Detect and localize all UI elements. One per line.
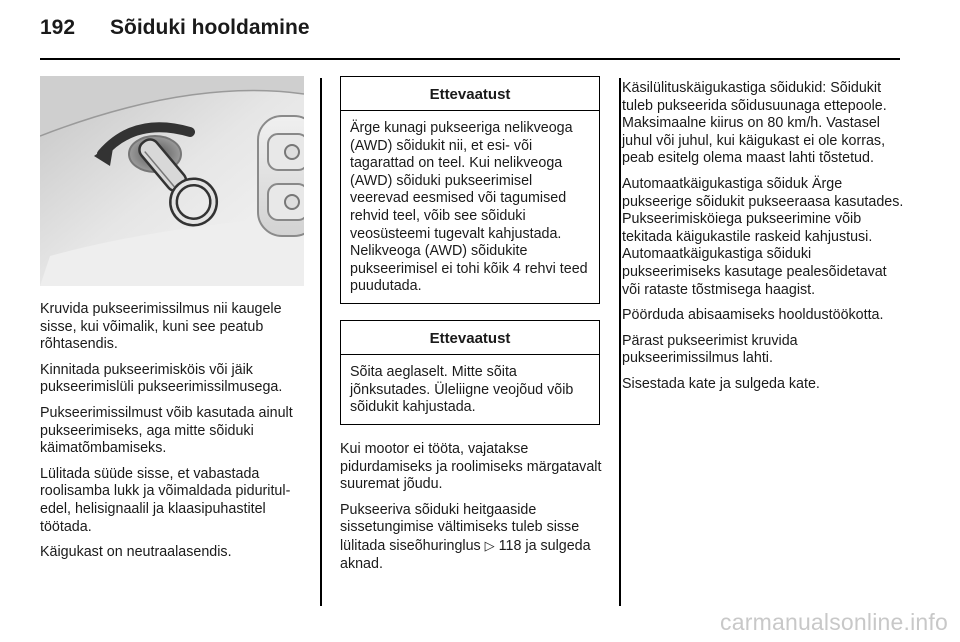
column-divider	[619, 78, 621, 606]
paragraph: Kinnitada pukseerimisköis või jäik pukseerimislüli pukseerimissilmusega.	[40, 361, 283, 396]
caution-box	[340, 320, 600, 425]
paragraph: Pöörduda abisaamiseks hooldustöökotta.	[622, 307, 884, 324]
page-number: 192	[40, 16, 76, 39]
column-right	[622, 80, 907, 402]
page-reference[interactable]: 118 ja sulgeda aknad.	[340, 537, 591, 572]
caution-text: Ärge kunagi pukseeriga nelikveoga (AWD) sõidukit nii, et esi- või tagarattad on teel. Kui nelikveoga (AWD) sõiduki pukseerimisel veerevad eesmised või tagumised rehvid teel, võib see sõiduki veosüsteemi tugevalt kahjustada. Nelikveoga (AWD) sõidukite pukseerimisel ei tohi kõik 4 rehvi teed puudutada.	[350, 120, 588, 295]
paragraph: Sisestada kate ja sulgeda kate.	[622, 375, 820, 392]
page-title: Sõiduki hooldamine	[110, 16, 310, 39]
column-left	[40, 301, 305, 570]
paragraph: Käsilülituskäigukastiga sõidukid: Sõidukit tuleb pukseerida sõidusuunaga ettepoole. Maksimaalne kiirus on 80 km/h. Vastasel juhul või juhul, kui käigukast ei ole korras, peab esitelg olema maast lahti tõstetud.	[622, 80, 887, 167]
watermark: carmanualsonline.info	[720, 609, 948, 635]
caution-text: Sõita aeglaselt. Mitte sõita jõnksutades. Üleliigne veojõud võib sõidukit kahjustada.	[350, 364, 574, 416]
column-middle	[340, 441, 605, 581]
paragraph: Käigukast on neutraalasendis.	[40, 544, 232, 561]
towing-eye-illustration-icon	[40, 76, 304, 286]
paragraph	[340, 502, 605, 573]
towing-eye-figure	[40, 76, 304, 286]
page-reference-arrow-icon: ▷	[484, 537, 495, 553]
caution-title: Ettevaatust	[341, 321, 599, 355]
paragraph: Lülitada süüde sisse, et vabastada roolisamba lukk ja võimaldada pidurituledel, helisignaalil ja klaasipuhastitel töötada.	[40, 465, 291, 535]
paragraph: Pärast pukseerimist kruvida pukseerimissilmus lahti.	[622, 332, 798, 367]
paragraph-text: Pukseeriva sõiduki heitgaaside sissetungimise vältimiseks tuleb sisse lülitada siseõhuringlus	[340, 501, 580, 554]
paragraph: Kui mootor ei tööta, vajatakse pidurdamiseks ja roolimiseks märgatavalt suuremat jõudu.	[340, 441, 602, 493]
paragraph: Automaatkäigukastiga sõiduk Ärge pukseerige sõidukit pukseeraasa kasutades. Pukseerimisköiega pukseerimine võib tekitada käigukastile raskeid kahjustusi. Automaatkäigukastiga sõiduki pukseerimiseks kasutage pealesõidetavat või rataste tõstmisega haagist.	[622, 175, 904, 298]
column-divider	[320, 78, 322, 606]
caution-box	[340, 76, 600, 304]
paragraph: Pukseerimissilmust võib kasutada ainult pukseerimiseks, aga mitte sõiduki käimatõmbamiseks.	[40, 404, 293, 457]
paragraph: Kruvida pukseerimissilmus nii kaugele sisse, kui võimalik, kuni see peatub rõhtasendis.	[40, 301, 282, 353]
caution-title: Ettevaatust	[341, 77, 599, 111]
page-header	[40, 16, 310, 40]
header-rule	[40, 58, 900, 60]
